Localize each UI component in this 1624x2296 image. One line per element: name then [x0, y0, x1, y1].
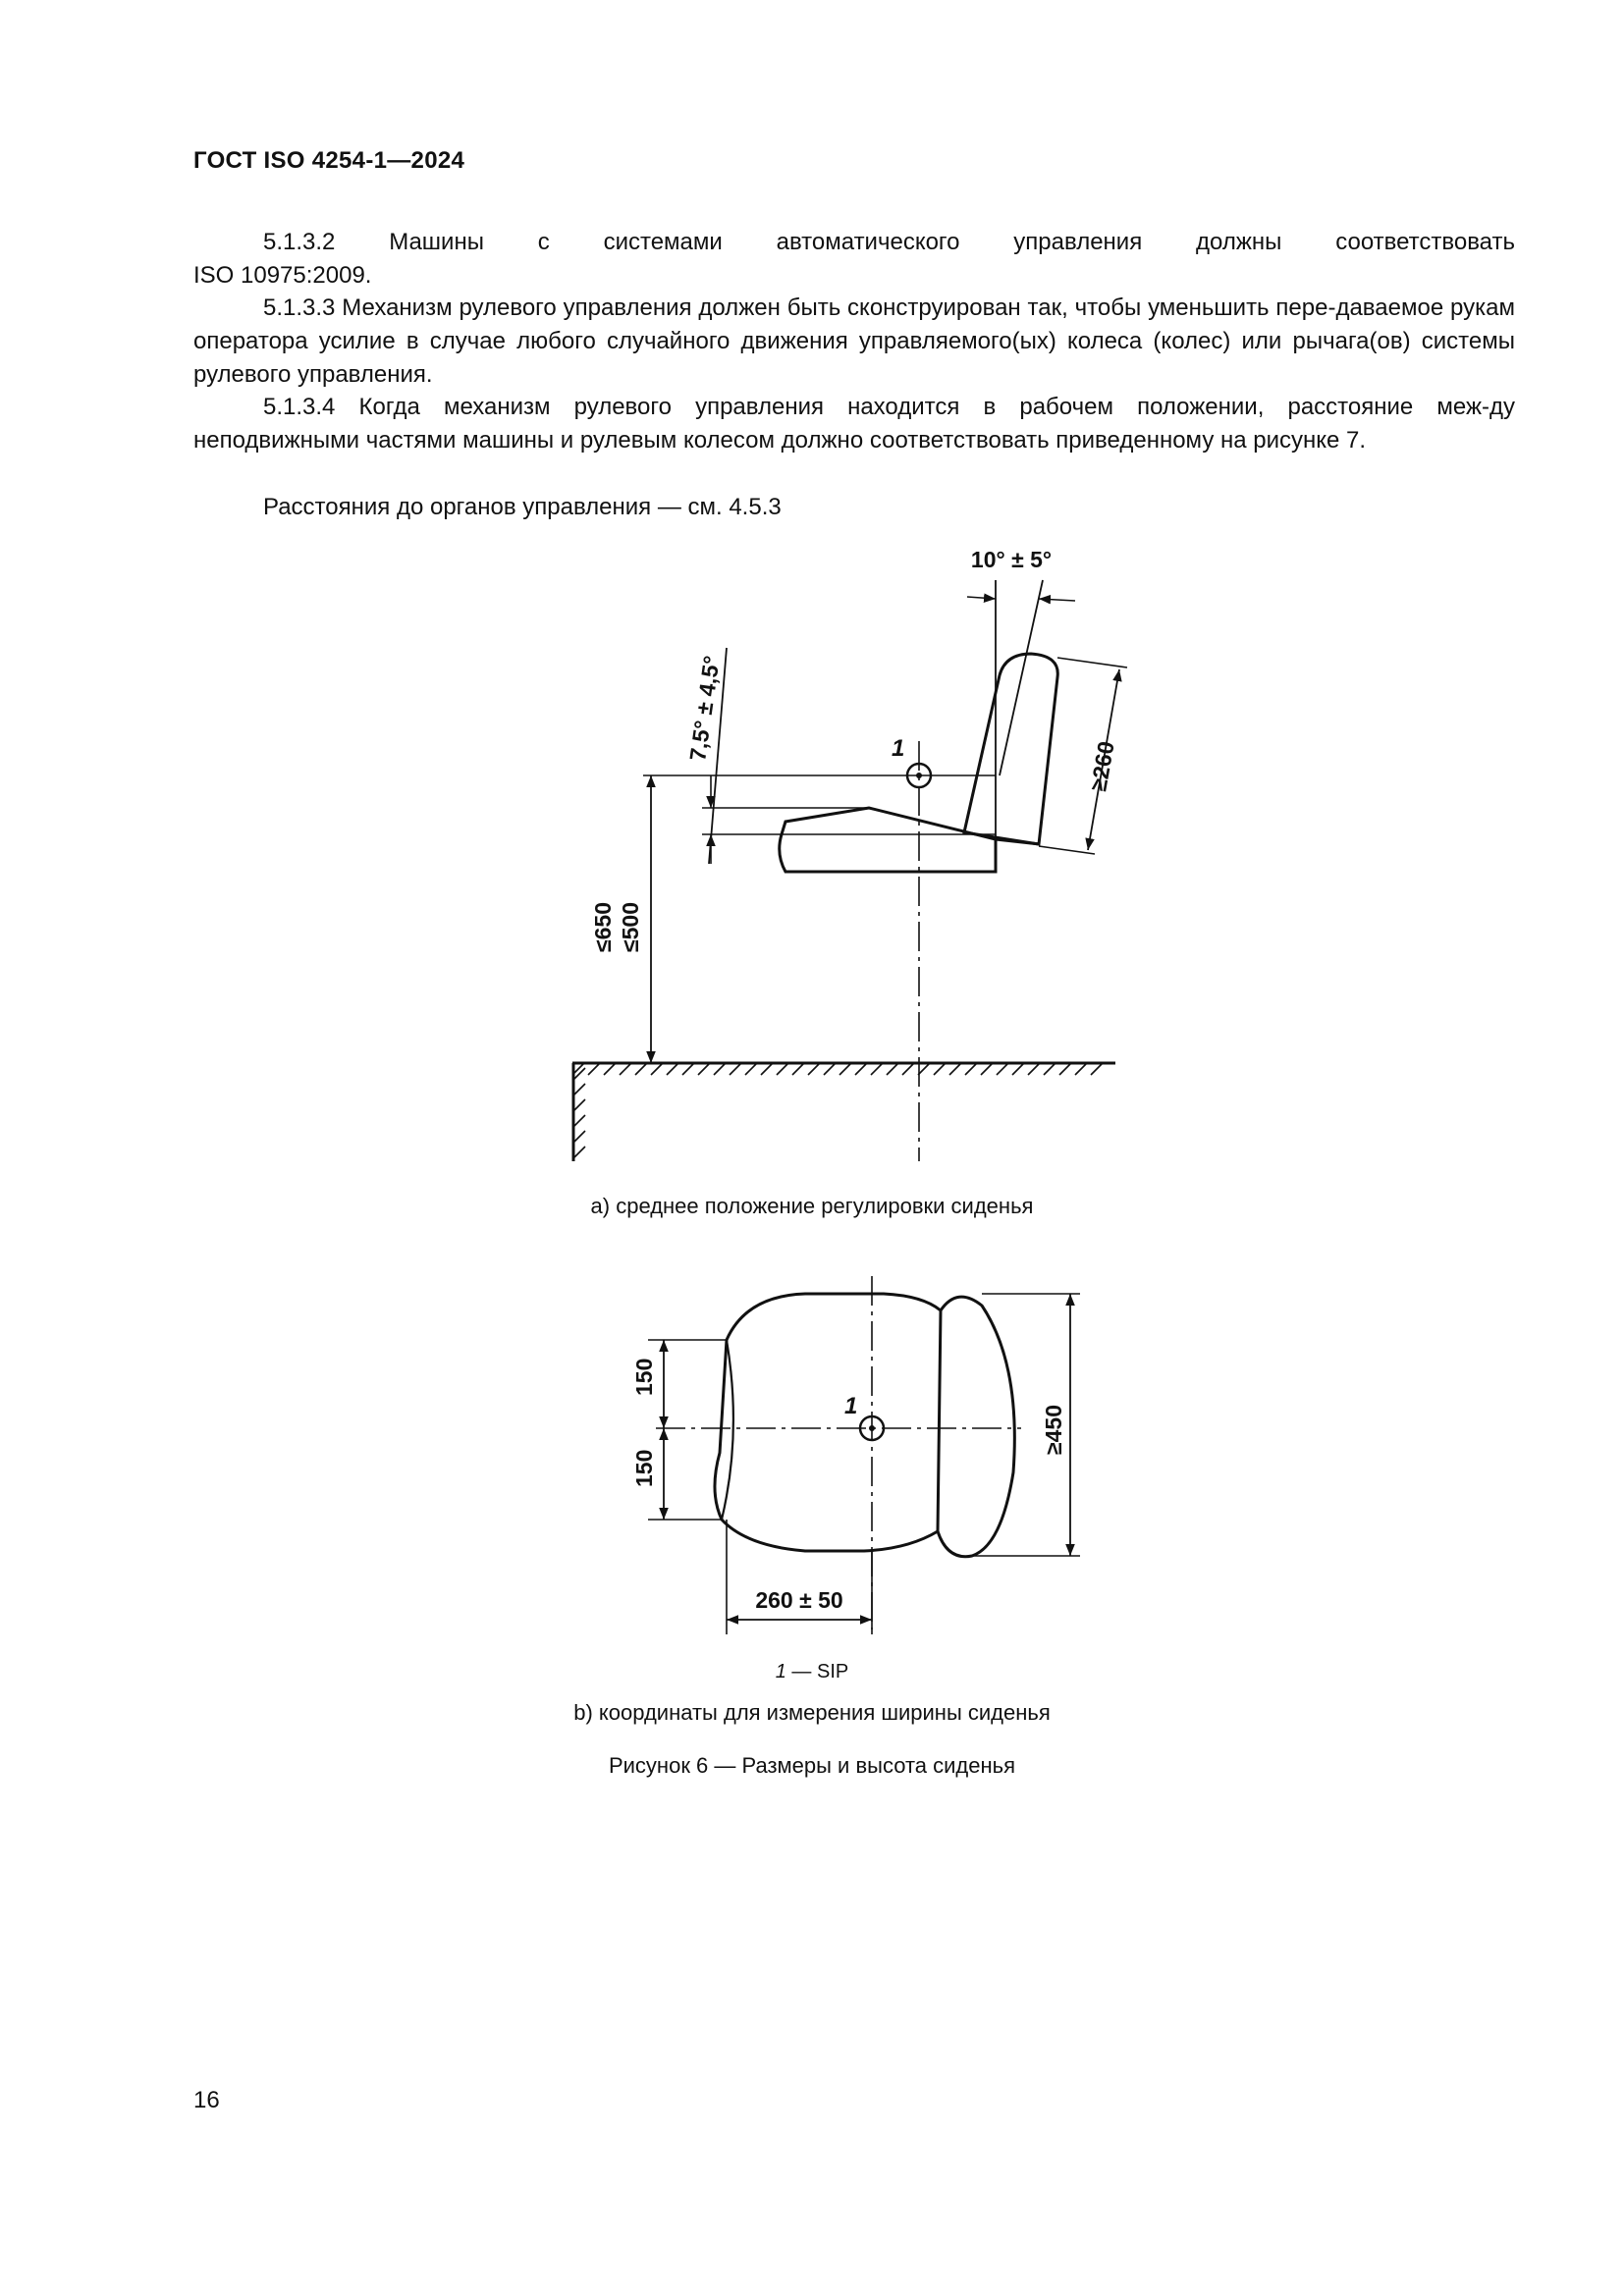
document-header: ГОСТ ISO 4254-1—2024 — [193, 147, 465, 174]
legend-text: — SIP — [785, 1661, 849, 1682]
sip-label-a: 1 — [892, 735, 905, 762]
page-number: 16 — [193, 2087, 220, 2113]
figure-a-caption: а) среднее положение регулировки сиденья — [590, 1194, 1034, 1218]
height-max-label: ≤650 — [590, 902, 616, 952]
paragraph-5-1-3-3: 5.1.3.3 Механизм рулевого управления должен быть сконструирован так, чтобы уменьшить пере-даваемое рукам оператора усилие в случае любого случайного движения управляемого(ых) колеса (колес) или рычага(ов) системы рулевого управления. — [193, 294, 1515, 388]
seat-width-label: ≥450 — [1041, 1405, 1066, 1455]
backrest-height-label: ≥260 — [1085, 739, 1119, 793]
paragraph-5-1-3-2-line1: 5.1.3.2 Машины с системами автоматического управления должны соответствовать — [263, 229, 1515, 255]
figure-legend — [0, 1661, 1624, 1683]
paragraph-5-1-3-2-line2: ISO 10975:2009. — [193, 262, 372, 289]
figure-title: Рисунок 6 — Размеры и высота сиденья — [608, 1753, 1016, 1778]
paragraph-5-1-3-4: 5.1.3.4 Когда механизм рулевого управления находится в рабочем положении, расстояние меж-ду неподвижными частями машины и рулевым колесом должно соответствовать приведенному на рисунке 7. — [193, 394, 1515, 454]
figure-b-top-view — [648, 1276, 1080, 1634]
paragraph-controls-reference: Расстояния до органов управления — см. 4.5.3 — [263, 494, 782, 520]
angle-seat-label: 7,5° ± 4,5° — [684, 654, 725, 763]
figure-b-caption: b) координаты для измерения ширины сиденья — [573, 1700, 1051, 1725]
sip-label-b: 1 — [844, 1393, 858, 1419]
legend-number: 1 — [775, 1661, 786, 1682]
angle-backrest-label: 10° ± 5° — [970, 547, 1053, 572]
height-min-label: ≤500 — [618, 902, 643, 952]
seat-depth-label: 260 ± 50 — [755, 1587, 843, 1613]
ground-hatching — [572, 1063, 1103, 1158]
figure-a-side-view — [572, 580, 1127, 1161]
half-width-bottom-label: 150 — [631, 1449, 657, 1487]
half-width-top-label: 150 — [631, 1358, 657, 1396]
